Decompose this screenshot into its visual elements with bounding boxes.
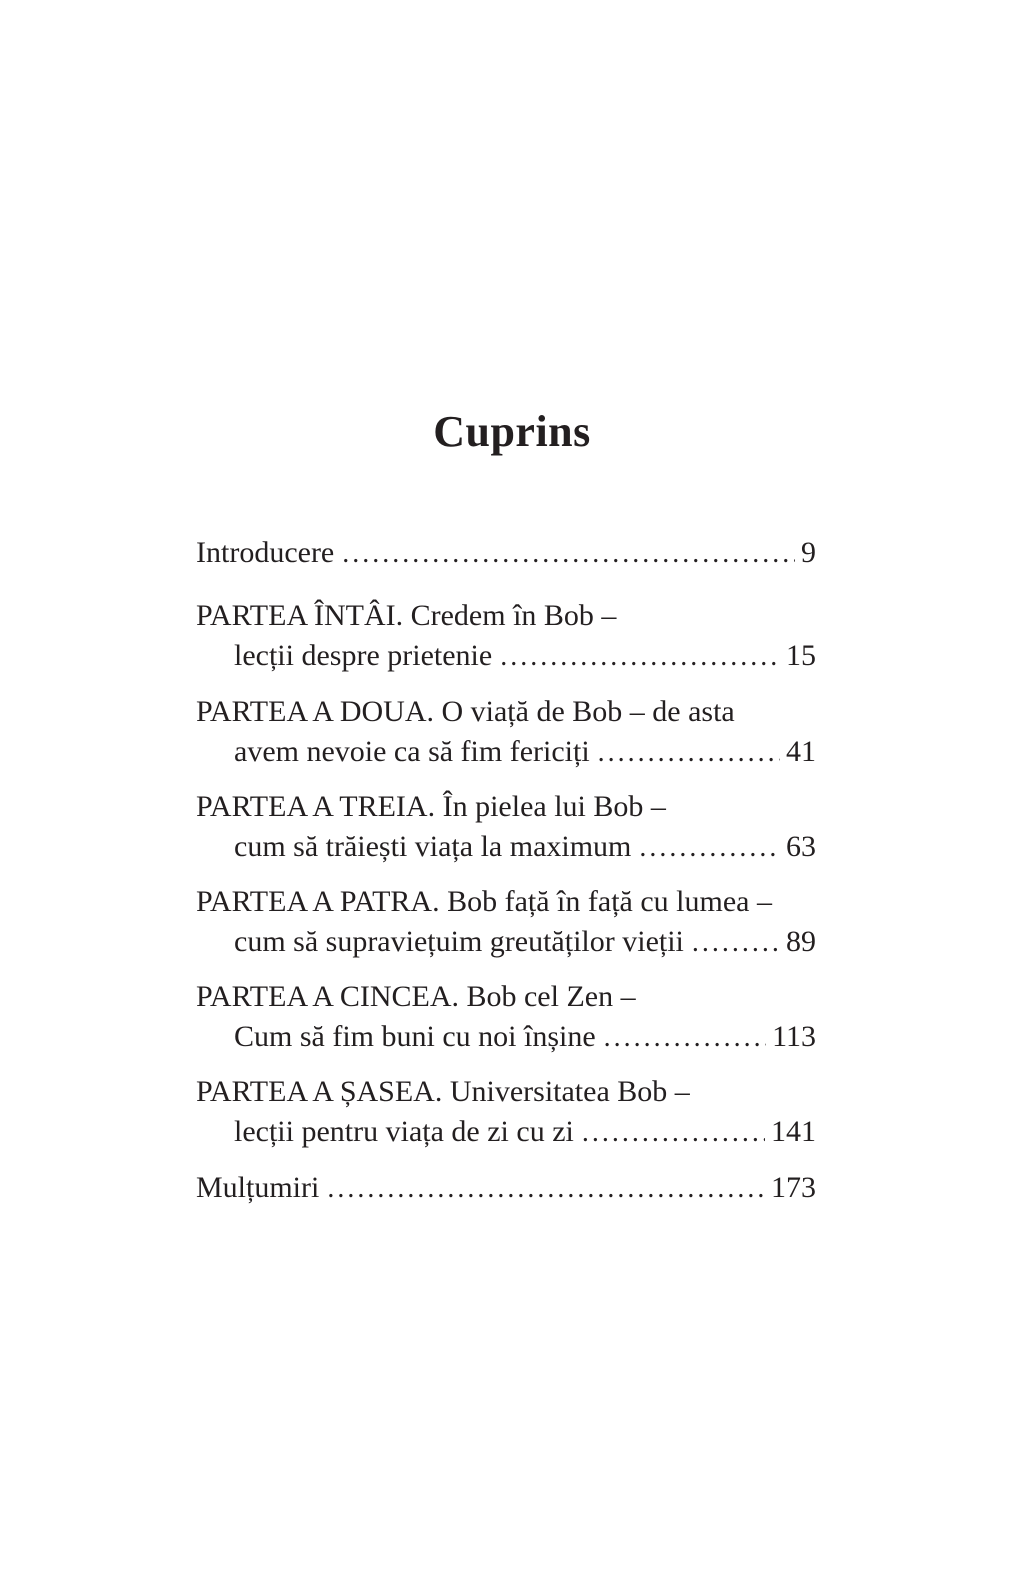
dot-leader [598,733,780,773]
toc-entry-subtitle: Cum să fim buni cu noi înșine [234,1020,596,1053]
toc-entry-partea-a-patra [196,882,816,963]
toc-entry-multumiri [196,1168,816,1209]
toc-line [196,787,816,827]
toc-entry-subtitle: cum să trăiești viața la maximum [234,830,632,863]
dot-leader [692,923,780,963]
toc-line [196,692,816,732]
toc-line [196,596,816,636]
toc-line [196,827,816,868]
toc-entry-title: PARTEA A ȘASEA. Universitatea Bob – [196,1075,690,1108]
toc-line [196,977,816,1017]
toc-entry-subtitle: lecții pentru viața de zi cu zi [234,1115,574,1148]
toc-entry-introducere [196,533,816,574]
toc-page-number: 173 [771,1171,816,1204]
toc-entry-title: Mulțumiri [196,1171,320,1204]
dot-leader [500,637,780,677]
toc-line [196,636,816,677]
toc-entry-partea-a-doua [196,692,816,773]
dot-leader [342,534,795,574]
toc-page-number: 41 [786,735,816,768]
toc-entry-subtitle: avem nevoie ca să fim fericiți [234,735,590,768]
toc-page-number: 141 [771,1115,816,1148]
toc-entry-title: PARTEA A TREIA. În pielea lui Bob – [196,790,666,823]
toc-page-number: 89 [786,925,816,958]
toc-line [196,533,816,574]
toc-line [196,1168,816,1209]
toc-entry-subtitle: lecții despre prietenie [234,639,493,672]
dot-leader [582,1113,765,1153]
toc-page-number: 63 [786,830,816,863]
toc-line [196,1112,816,1153]
toc-entry-partea-a-sasea [196,1072,816,1153]
dot-leader [327,1169,765,1209]
page-title: Cuprins [433,407,591,456]
toc-line [196,882,816,922]
toc-page-number: 9 [801,536,816,569]
toc-line [196,1017,816,1058]
toc-line [196,1072,816,1112]
toc-entry-title: PARTEA A CINCEA. Bob cel Zen – [196,980,636,1013]
toc-entry-title: PARTEA ÎNTÂI. Credem în Bob – [196,599,617,632]
dot-leader [639,828,780,868]
toc-entry-partea-a-cincea [196,977,816,1058]
toc-entry-title: Introducere [196,536,335,569]
toc-line [196,922,816,963]
toc-line [196,732,816,773]
toc-entry-title: PARTEA A DOUA. O viață de Bob – de asta [196,695,735,728]
toc-page-number: 15 [786,639,816,672]
toc-entry-subtitle: cum să supraviețuim greutăților vieții [234,925,684,958]
toc-entry-partea-intai [196,596,816,677]
toc-entry-title: PARTEA A PATRA. Bob față în față cu lumea – [196,885,772,918]
dot-leader [604,1018,766,1058]
toc-page-number: 113 [772,1020,816,1053]
toc-entry-partea-a-treia [196,787,816,868]
